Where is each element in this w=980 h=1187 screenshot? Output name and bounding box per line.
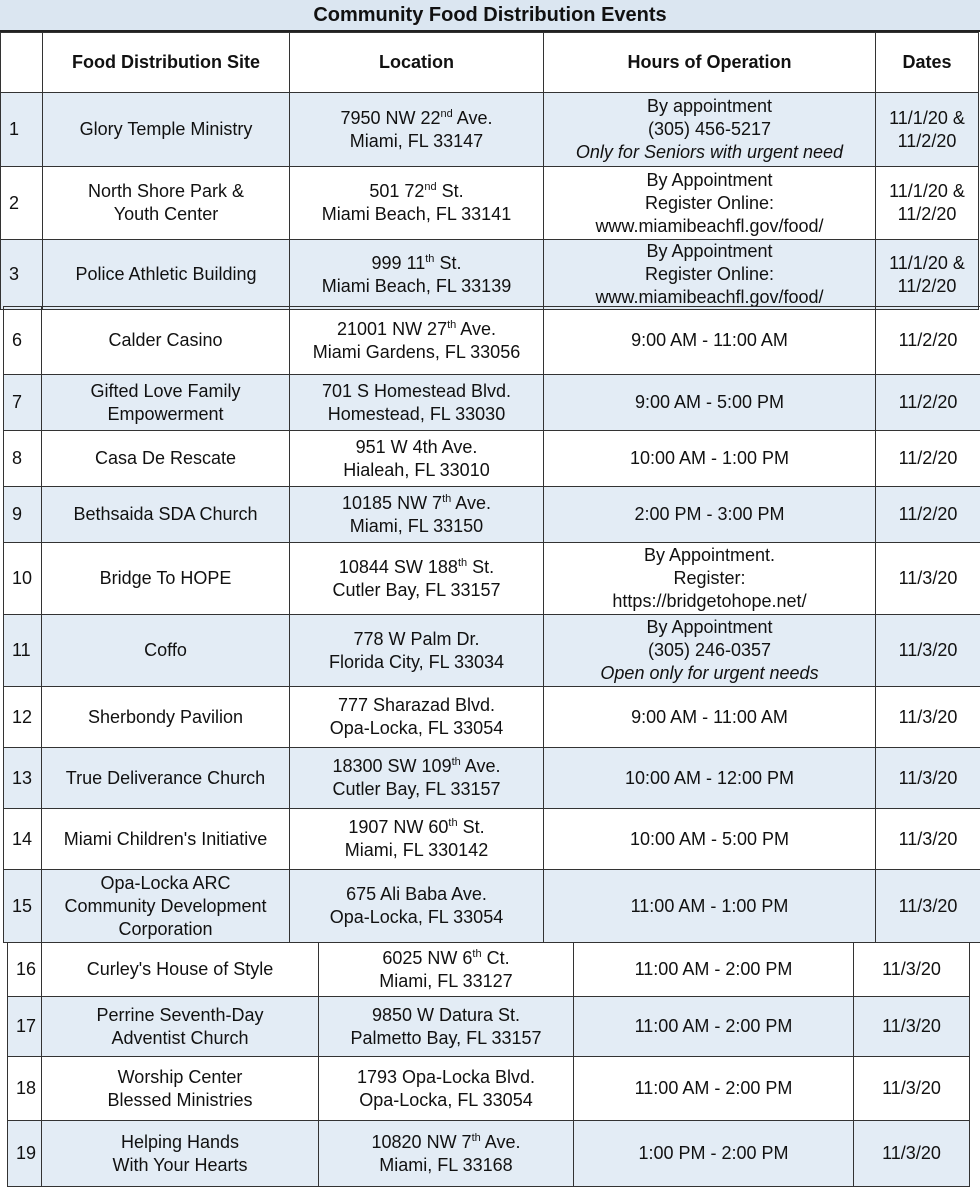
cell-location (290, 870, 544, 943)
header-hours: Hours of Operation (544, 33, 876, 93)
dates-line: 11/2/20 (898, 392, 958, 412)
site-line: Empowerment (107, 403, 224, 424)
cell-site (42, 870, 290, 943)
events-table-part-3 (7, 942, 970, 1187)
location-line: Opa-Locka, FL 33054 (359, 1089, 533, 1110)
site-line: North Shore Park & (87, 181, 245, 201)
site-line: With Your Hearts (112, 1154, 248, 1175)
cell-location (290, 240, 544, 310)
cell-location (290, 431, 544, 487)
cell-location (290, 687, 544, 748)
cell-hours (544, 748, 876, 809)
site-line: Sherbondy Pavilion (87, 706, 244, 727)
table-row (8, 1121, 970, 1187)
row-number: 1 (1, 93, 43, 167)
hours-line: (305) 246-0357 (647, 640, 772, 660)
cell-location (319, 943, 574, 997)
hours-line: 9:00 AM - 11:00 AM (631, 330, 788, 350)
site-line: Youth Center (113, 204, 219, 224)
events-table-part-2 (3, 306, 980, 943)
cell-location (290, 809, 544, 870)
row-number: 13 (4, 748, 42, 809)
cell-dates (854, 943, 970, 997)
hours-line: 11:00 AM - 1:00 PM (630, 895, 789, 916)
cell-site (43, 167, 290, 240)
cell-site (42, 809, 290, 870)
hours-line: By Appointment (646, 617, 773, 637)
hours-line: By Appointment. (643, 545, 776, 565)
dates-line: 11/2/20 (898, 448, 958, 468)
site-line: Bethsaida SDA Church (73, 504, 258, 524)
cell-location (290, 748, 544, 809)
dates-line: 11/2/20 (898, 504, 958, 524)
row-number: 17 (8, 997, 42, 1057)
hours-line[interactable]: www.miamibeachfl.gov/food/ (595, 215, 824, 236)
location-line: Miami Beach, FL 33141 (321, 204, 512, 224)
dates-line: 11/3/20 (882, 1016, 941, 1036)
location-line: Opa-Locka, FL 33054 (329, 907, 504, 927)
cell-location (290, 375, 544, 431)
dates-line: 11/3/20 (898, 640, 958, 660)
cell-location (319, 997, 574, 1057)
site-line: Adventist Church (111, 1027, 249, 1048)
cell-dates (876, 870, 980, 943)
cell-location (290, 543, 544, 615)
table-row (4, 307, 980, 375)
cell-site (42, 615, 290, 687)
hours-line[interactable]: https://bridgetohope.net/ (612, 591, 807, 611)
hours-line: 11:00 AM - 2:00 PM (634, 1016, 793, 1036)
location-line: 778 W Palm Dr. (353, 628, 480, 649)
table-row (8, 943, 970, 997)
hours-line: By Appointment (646, 241, 773, 261)
table-row (4, 543, 980, 615)
location-line: 701 S Homestead Blvd. (321, 380, 512, 401)
location-line: 1793 Opa-Locka Blvd. (356, 1066, 536, 1087)
location-line: Miami, FL 33150 (349, 515, 484, 536)
page-title: Community Food Distribution Events (0, 0, 980, 32)
dates-line: 11/3/20 (882, 1143, 941, 1163)
cell-dates (854, 997, 970, 1057)
cell-site (42, 943, 319, 997)
cell-site (42, 1121, 319, 1187)
site-line: Miami Children's Initiative (63, 828, 268, 849)
hours-line: 1:00 PM - 2:00 PM (638, 1143, 789, 1163)
hours-line[interactable]: www.miamibeachfl.gov/food/ (595, 287, 824, 307)
row-number: 2 (1, 167, 43, 240)
row-number: 9 (4, 487, 42, 543)
cell-location (290, 307, 544, 375)
dates-line: 11/3/20 (882, 1078, 941, 1098)
table-row (1, 167, 979, 240)
table-row (4, 487, 980, 543)
cell-dates (876, 687, 980, 748)
cell-hours (544, 375, 876, 431)
dates-line: 11/2/20 (898, 330, 958, 350)
table-row (4, 687, 980, 748)
location-line: 21001 NW 27th Ave. (337, 318, 496, 339)
row-number: 8 (4, 431, 42, 487)
row-number: 10 (4, 543, 42, 615)
table-header-row (1, 33, 979, 93)
dates-line: 11/3/20 (898, 895, 958, 916)
hours-line: Register Online: (644, 264, 775, 284)
cell-site (42, 375, 290, 431)
cell-location (290, 487, 544, 543)
cell-site (42, 543, 290, 615)
cell-site (42, 431, 290, 487)
table-row (1, 240, 979, 310)
site-line: Police Athletic Building (75, 264, 257, 284)
site-line: Bridge To HOPE (99, 568, 232, 588)
table-row (4, 615, 980, 687)
location-line: 7950 NW 22nd Ave. (340, 107, 493, 128)
site-line: Gifted Love Family (90, 380, 241, 401)
cell-dates (876, 809, 980, 870)
dates-line: 11/2/20 (897, 130, 957, 151)
location-line: 10844 SW 188th St. (338, 556, 495, 577)
row-number: 11 (4, 615, 42, 687)
hours-line: By appointment (646, 96, 773, 116)
cell-dates (876, 615, 980, 687)
hours-line: 9:00 AM - 11:00 AM (631, 706, 788, 727)
hours-line: 9:00 AM - 5:00 PM (634, 392, 785, 412)
cell-dates (854, 1121, 970, 1187)
row-number: 16 (8, 943, 42, 997)
hours-line: Register: (673, 568, 746, 588)
cell-location (290, 93, 544, 167)
hours-line: 11:00 AM - 2:00 PM (634, 959, 793, 979)
site-line: Corporation (118, 918, 213, 939)
location-line: Florida City, FL 33034 (328, 651, 505, 672)
location-line: 501 72nd St. (369, 181, 464, 201)
hours-line: (305) 456-5217 (647, 119, 772, 139)
cell-site (42, 748, 290, 809)
table-row (8, 997, 970, 1057)
hours-line: 10:00 AM - 12:00 PM (624, 767, 795, 788)
dates-line: 11/1/20 & (889, 181, 965, 201)
site-line: Worship Center (117, 1066, 243, 1087)
cell-hours (544, 615, 876, 687)
site-line: Blessed Ministries (107, 1089, 253, 1110)
site-line: Glory Temple Ministry (79, 119, 253, 139)
cell-site (42, 687, 290, 748)
dates-line: 11/3/20 (898, 828, 958, 849)
location-line: 6025 NW 6th Ct. (382, 947, 510, 968)
dates-line: 11/1/20 & (889, 107, 965, 128)
table-row (4, 748, 980, 809)
cell-dates (876, 93, 979, 167)
location-line: Miami Gardens, FL 33056 (312, 341, 521, 362)
cell-hours (574, 943, 854, 997)
table-row (4, 809, 980, 870)
cell-location (319, 1057, 574, 1121)
header-number (1, 33, 43, 93)
row-number: 18 (8, 1057, 42, 1121)
cell-hours (574, 1121, 854, 1187)
table-row (8, 1057, 970, 1121)
cell-location (290, 615, 544, 687)
location-line: Miami, FL 33168 (379, 1154, 513, 1175)
location-line: Hialeah, FL 33010 (343, 459, 490, 480)
cell-hours (544, 431, 876, 487)
table-row (4, 375, 980, 431)
cell-hours[interactable] (544, 240, 876, 310)
location-line: 777 Sharazad Blvd. (337, 695, 496, 715)
cell-hours (544, 93, 876, 167)
location-line: Palmetto Bay, FL 33157 (350, 1027, 542, 1048)
hours-line: 10:00 AM - 1:00 PM (629, 448, 790, 468)
table-row (4, 431, 980, 487)
cell-hours (544, 809, 876, 870)
location-line: 999 11th St. (371, 252, 462, 273)
cell-site (42, 487, 290, 543)
row-number: 7 (4, 375, 42, 431)
hours-line: 2:00 PM - 3:00 PM (634, 504, 785, 524)
site-line: Helping Hands (120, 1131, 240, 1152)
dates-line: 11/2/20 (897, 275, 957, 296)
dates-line: 11/3/20 (882, 959, 941, 979)
row-number: 6 (4, 307, 42, 375)
cell-location (319, 1121, 574, 1187)
dates-line: 11/3/20 (898, 767, 958, 788)
location-line: Miami, FL 330142 (344, 840, 489, 860)
dates-line: 11/2/20 (897, 204, 957, 224)
cell-site (42, 1057, 319, 1121)
hours-line: 10:00 AM - 5:00 PM (629, 828, 790, 849)
row-number: 12 (4, 687, 42, 748)
cell-dates (876, 167, 979, 240)
location-line: Cutler Bay, FL 33157 (332, 779, 501, 799)
dates-line: 11/3/20 (898, 706, 958, 727)
location-line: 10185 NW 7th Ave. (342, 492, 491, 513)
cell-hours[interactable] (544, 543, 876, 615)
cell-dates (876, 375, 980, 431)
location-line: Miami, FL 33127 (379, 970, 513, 991)
cell-dates (876, 487, 980, 543)
cell-location (290, 167, 544, 240)
cell-dates (876, 748, 980, 809)
location-line: Cutler Bay, FL 33157 (332, 579, 501, 600)
site-line: Casa De Rescate (94, 448, 237, 468)
site-line: Calder Casino (108, 330, 223, 350)
cell-dates (876, 543, 980, 615)
location-line: 675 Ali Baba Ave. (346, 884, 487, 904)
header-dates: Dates (876, 33, 979, 93)
cell-hours[interactable] (544, 167, 876, 240)
hours-line: Register Online: (644, 192, 775, 213)
header-location: Location (290, 33, 544, 93)
cell-dates (854, 1057, 970, 1121)
dates-line: 11/1/20 & (889, 252, 965, 273)
hours-line: By Appointment (646, 169, 773, 190)
cell-dates (876, 431, 980, 487)
site-line: Opa-Locka ARC (100, 872, 231, 893)
row-number: 19 (8, 1121, 42, 1187)
hours-line: 11:00 AM - 2:00 PM (634, 1078, 793, 1098)
location-line: Miami, FL 33147 (349, 130, 484, 151)
location-line: Miami Beach, FL 33139 (321, 275, 512, 296)
location-line: 951 W 4th Ave. (355, 436, 478, 457)
cell-hours (544, 687, 876, 748)
location-line: Homestead, FL 33030 (327, 403, 506, 424)
cell-site (42, 997, 319, 1057)
events-table-part-1 (0, 32, 979, 310)
cell-dates (876, 240, 979, 310)
location-line: 18300 SW 109th Ave. (332, 756, 501, 776)
row-number: 3 (1, 240, 43, 310)
site-line: Coffo (144, 640, 187, 660)
location-line: 1907 NW 60th St. (348, 817, 485, 837)
header-site: Food Distribution Site (43, 33, 290, 93)
site-line: Curley's House of Style (86, 959, 274, 979)
location-line: 9850 W Datura St. (371, 1004, 521, 1025)
hours-line: Open only for urgent needs (600, 663, 819, 683)
cell-hours (544, 307, 876, 375)
cell-site (43, 93, 290, 167)
location-line: 10820 NW 7th Ave. (371, 1131, 521, 1152)
cell-hours (574, 997, 854, 1057)
table-row (4, 870, 980, 943)
cell-hours (544, 487, 876, 543)
cell-dates (876, 307, 980, 375)
cell-hours (574, 1057, 854, 1121)
cell-site (43, 240, 290, 310)
cell-hours (544, 870, 876, 943)
site-line: True Deliverance Church (65, 767, 266, 788)
row-number: 15 (4, 870, 42, 943)
dates-line: 11/3/20 (898, 568, 958, 588)
row-number: 14 (4, 809, 42, 870)
cell-site (42, 307, 290, 375)
hours-line: Only for Seniors with urgent need (575, 142, 844, 162)
location-line: Opa-Locka, FL 33054 (329, 718, 504, 738)
site-line: Community Development (64, 895, 267, 916)
site-line: Perrine Seventh-Day (96, 1004, 264, 1025)
table-row (1, 93, 979, 167)
